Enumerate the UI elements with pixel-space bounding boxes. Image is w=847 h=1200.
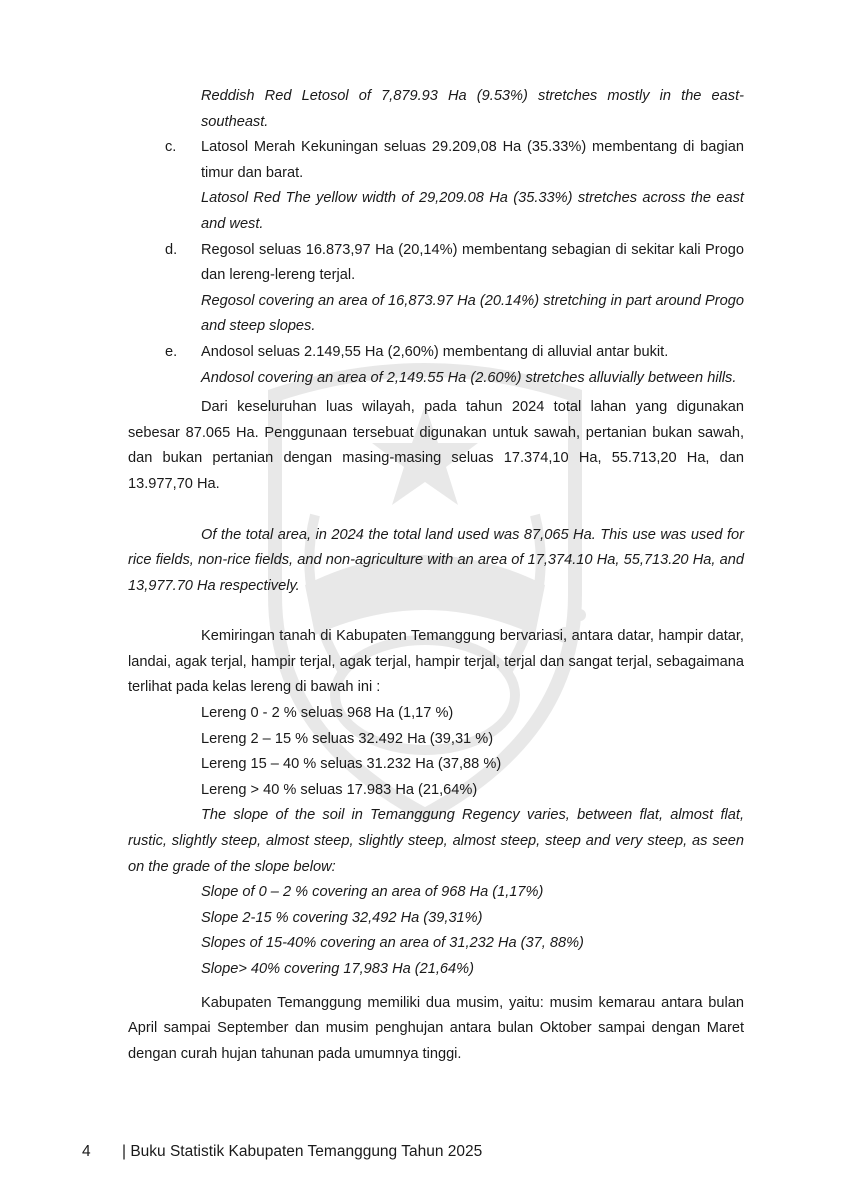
soil-item-c-indonesian: Latosol Merah Kekuningan seluas 29.209,08 Ha (35.33%) membentang di bagian timur dan barat.	[201, 139, 744, 181]
page-footer	[82, 1143, 482, 1161]
land-use-paragraph-indonesian: Dari keseluruhan luas wilayah, pada tahun 2024 total lahan yang digunakan sebesar 87.065 Ha. Penggunaan tersebuat digunakan untuk sawah, pertanian bukan sawah, dan bukan pertanian dengan masing-masing seluas 17.374,10 Ha, 55.713,20 Ha, dan 13.977,70 Ha.	[128, 399, 744, 492]
soil-item-b-continuation	[128, 84, 744, 135]
soil-item-e-english: Andosol covering an area of 2,149.55 Ha (2.60%) stretches alluvially between hills.	[201, 369, 737, 386]
slope-paragraph-english: The slope of the soil in Temanggung Regency varies, between flat, almost flat, rustic, slightly steep, almost steep, slightly steep, almost steep, steep and very steep, as seen on the grade of the slope below:	[128, 807, 744, 875]
soil-item-e	[128, 340, 744, 391]
slope-item: Slope 2-15 % covering 32,492 Ha (39,31%)	[201, 909, 483, 926]
soil-item-d-indonesian: Regosol seluas 16.873,97 Ha (20,14%) membentang sebagian di sekitar kali Progo dan lereng-lereng terjal.	[201, 241, 744, 284]
slope-item: Lereng 2 – 15 % seluas 32.492 Ha (39,31 %)	[201, 730, 494, 747]
slope-list-indonesian	[128, 701, 744, 803]
main-content	[128, 84, 744, 1067]
soil-item-d	[128, 238, 744, 340]
list-letter: d.	[165, 241, 178, 258]
climate-paragraph-indonesian: Kabupaten Temanggung memiliki dua musim, yaitu: musim kemarau antara bulan April sampai September dan musim penghujan antara bulan Oktober sampai dengan Maret dengan curah hujan tahunan pada umumnya tinggi.	[128, 994, 744, 1062]
soil-item-d-english: Regosol covering an area of 16,873.97 Ha (20.14%) stretching in part around Progo and steep slopes.	[201, 292, 744, 335]
soil-item-c	[128, 135, 744, 237]
list-letter: e.	[165, 343, 178, 360]
slope-paragraph-indonesian: Kemiringan tanah di Kabupaten Temanggung bervariasi, antara datar, hampir datar, landai, agak terjal, hampir terjal, agak terjal, hampir terjal, terjal dan sangat terjal, sebagaimana terlihat pada kelas lereng di bawah ini :	[128, 628, 744, 696]
footer-title: | Buku Statistik Kabupaten Temanggung Tahun 2025	[122, 1143, 483, 1160]
soil-item-c-english: Latosol Red The yellow width of 29,209.08 Ha (35.33%) stretches across the east and west.	[201, 190, 744, 232]
soil-item-b-english: Reddish Red Letosol of 7,879.93 Ha (9.53%) stretches mostly in the east-southeast.	[201, 88, 744, 130]
slope-item: Lereng > 40 % seluas 17.983 Ha (21,64%)	[201, 781, 478, 798]
page-number: 4	[82, 1143, 91, 1160]
slope-item: Lereng 0 - 2 % seluas 968 Ha (1,17 %)	[201, 705, 454, 722]
list-letter: c.	[165, 139, 177, 156]
slope-item: Slope of 0 – 2 % covering an area of 968 Ha (1,17%)	[201, 884, 544, 901]
slope-item: Slopes of 15-40% covering an area of 31,232 Ha (37, 88%)	[201, 935, 584, 952]
land-use-paragraph-english: Of the total area, in 2024 the total land used was 87,065 Ha. This use was used for rice fields, non-rice fields, and non-agriculture with an area of 17,374.10 Ha, 55,713.20 Ha, and 13,977.70 Ha respectively.	[128, 526, 744, 594]
soil-item-e-indonesian: Andosol seluas 2.149,55 Ha (2,60%) membentang di alluvial antar bukit.	[201, 343, 669, 360]
slope-list-english	[128, 880, 744, 982]
slope-item: Slope> 40% covering 17,983 Ha (21,64%)	[201, 961, 474, 977]
slope-item: Lereng 15 – 40 % seluas 31.232 Ha (37,88 %)	[201, 756, 502, 773]
